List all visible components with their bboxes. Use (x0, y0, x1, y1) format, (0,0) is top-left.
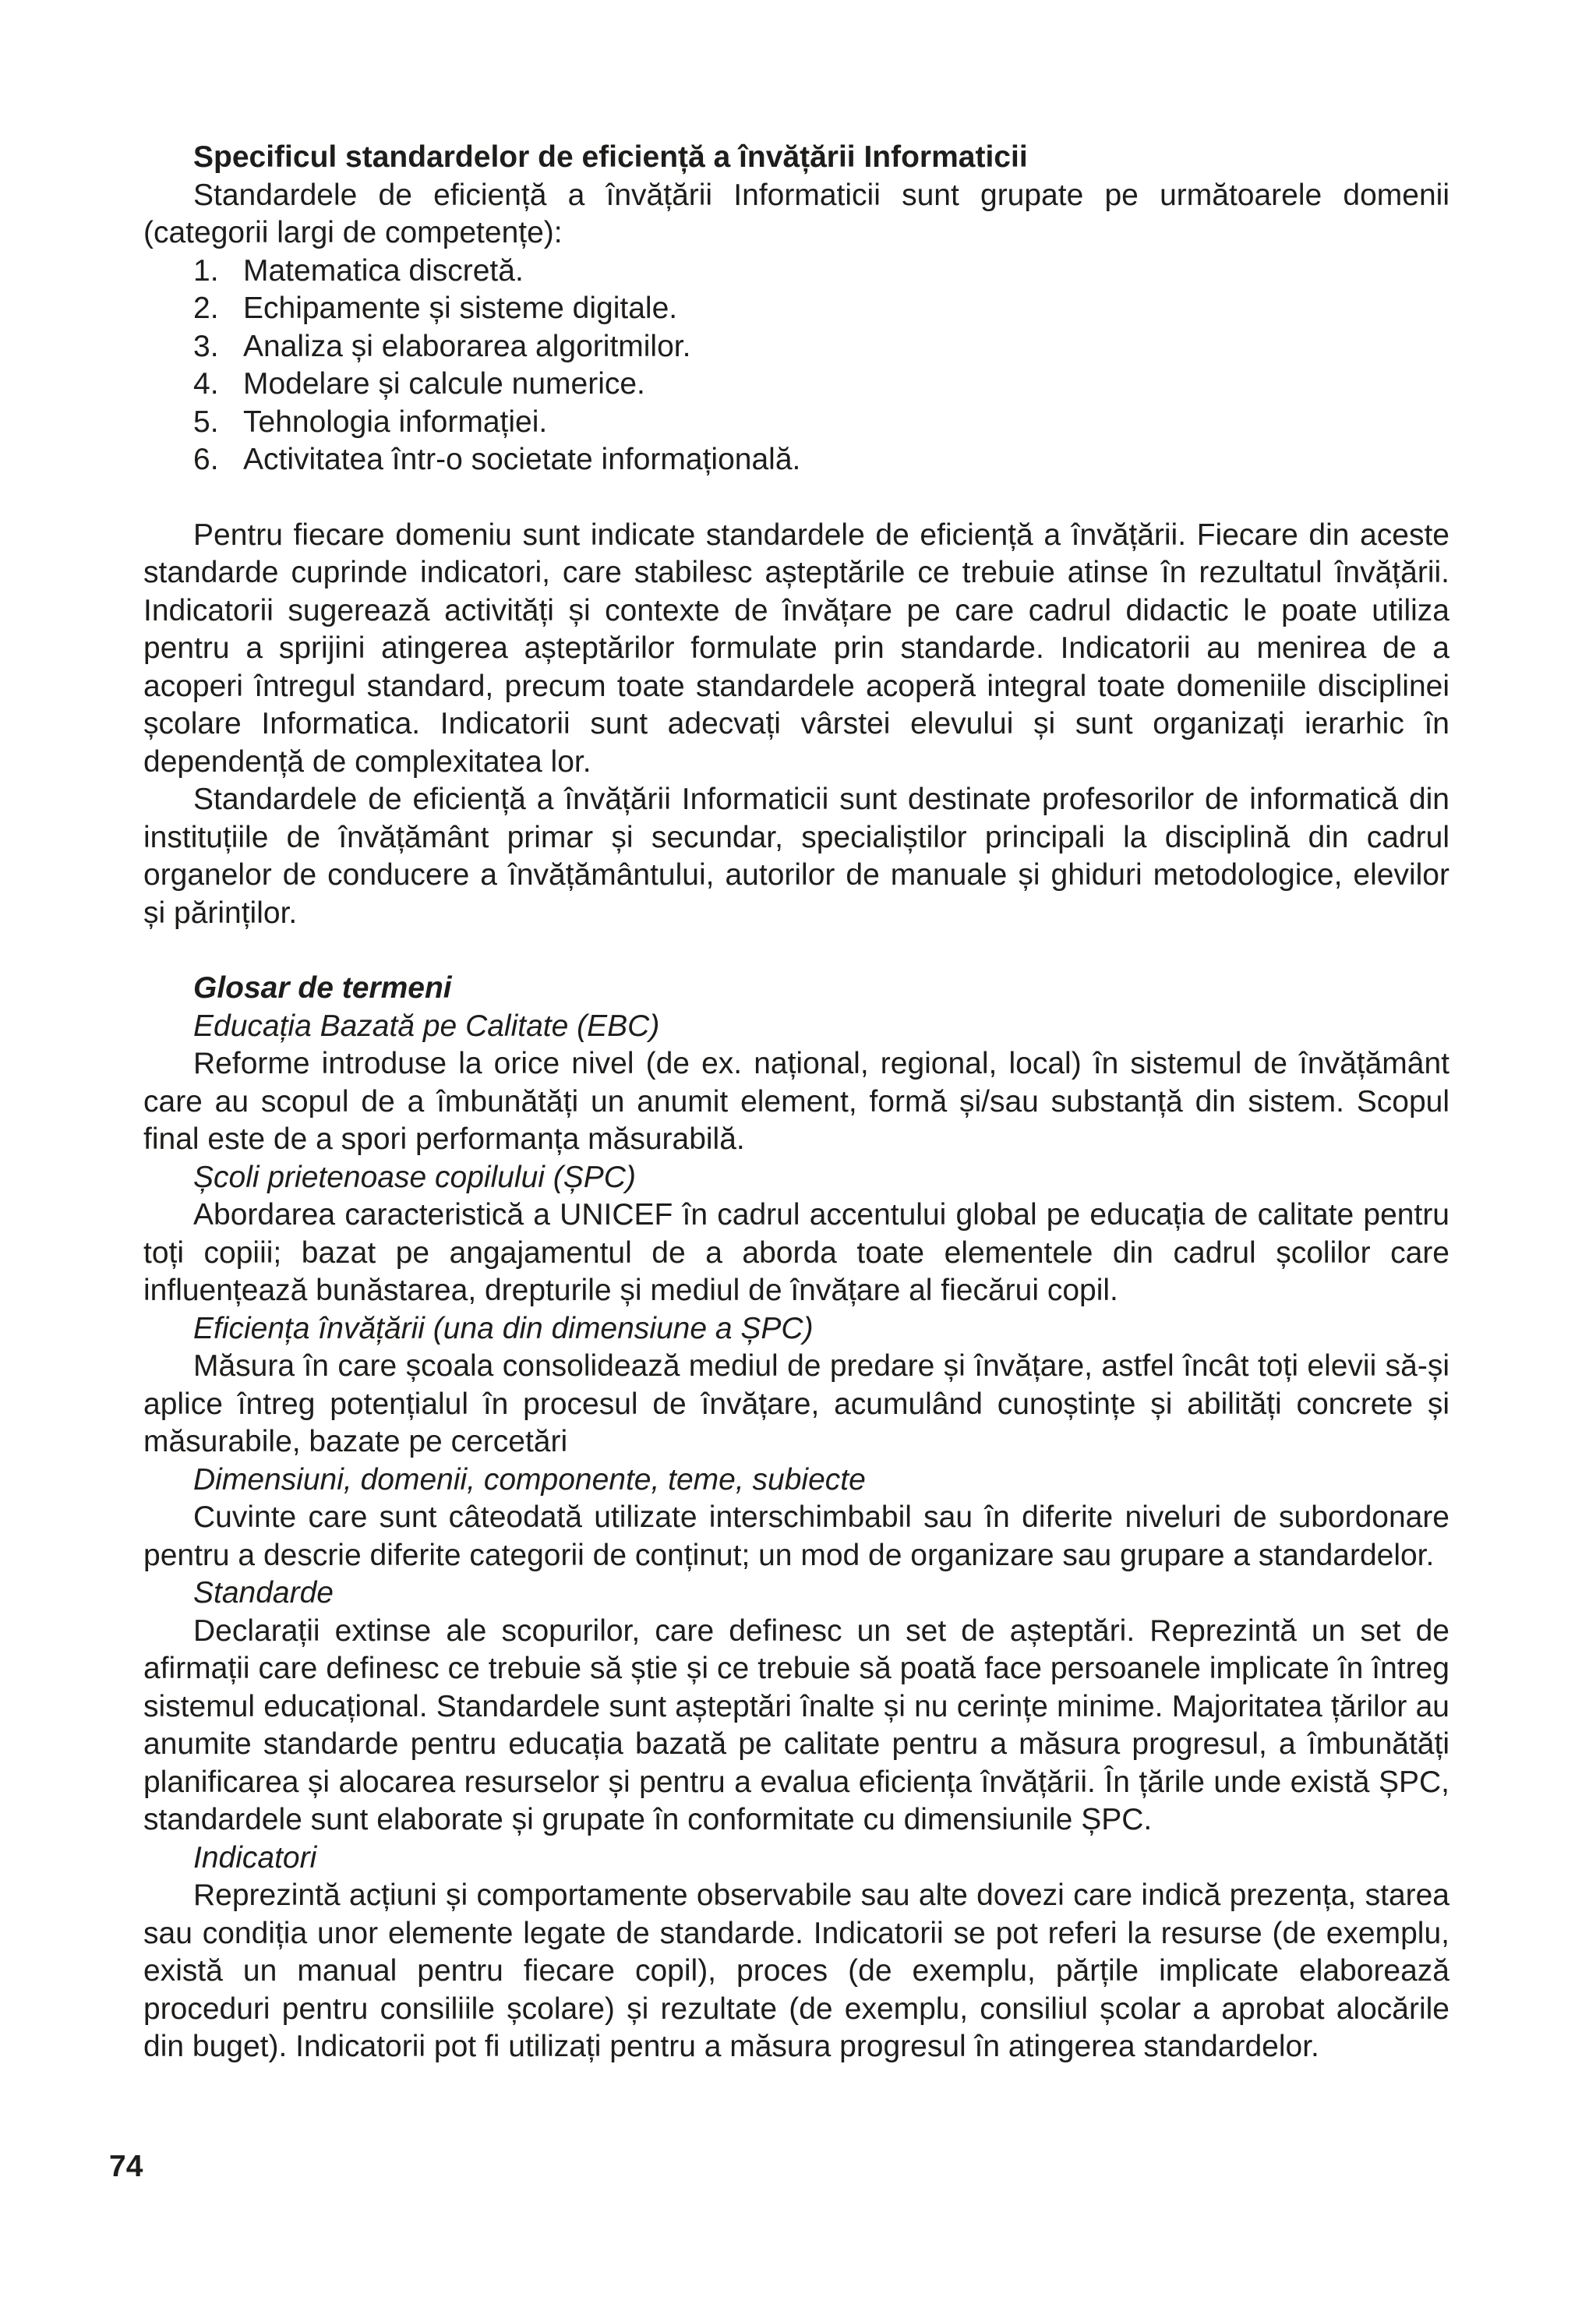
glossary-definition: Reforme introduse la orice nivel (de ex. național, regional, local) în sistemul de învățământ care au scopul de a îmbunătăți un anumit element, formă și/sau substanță din sistem. Scopul final este de a spori performanța măsurabilă. (143, 1047, 1449, 1156)
list-item-number: 3. (193, 329, 219, 363)
glossary-definition: Cuvinte care sunt câteodată utilizate interschimbabil sau în diferite niveluri de subordonare pentru a descrie diferite categorii de conținut; un mod de organizare sau grupare a standardelor. (143, 1500, 1449, 1572)
body-paragraph: Pentru fiecare domeniu sunt indicate standardele de eficiență a învățării. Fiecare din aceste standarde cuprinde indicatori, care stabilesc așteptările ce trebuie atinse în rezultatul învățării. Indicatorii sugerează activități și contexte de învățare pe care cadrul didactic le poate utiliza pentru a sprijini atingerea așteptărilor formulate prin standarde. Indicatorii au menirea de a acoperi întregul standard, precum toate standardele acoperă integral toate domeniile disciplinei școlare Informatica. Indicatorii sunt adecvați vârstei elevului și sunt organizați ierarhic în dependență de complexitatea lor. (143, 518, 1449, 779)
list-item-text: Modelare și calcule numerice. (243, 367, 645, 401)
page-number: 74 (109, 2150, 143, 2183)
domain-list (143, 253, 1449, 479)
list-item-text: Activitatea într-o societate informațională. (243, 443, 801, 476)
list-item-text: Matematica discretă. (243, 253, 524, 288)
body-paragraph: Standardele de eficiență a învățării Informaticii sunt destinate profesorilor de informatică din instituțiile de învățământ primar și secundar, specialiștilor principali la disciplină din cadrul organelor de conducere a învățământului, autorilor de manuale și ghiduri metodologice, elevilor și părinților. (143, 783, 1449, 930)
list-item-number: 4. (193, 367, 219, 401)
list-item-number: 1. (193, 253, 219, 288)
list-item-text: Analiza și elaborarea algoritmilor. (243, 329, 691, 363)
glossary-term: Eficiența învățării (una din dimensiune a ȘPC) (193, 1311, 814, 1345)
list-item-number: 2. (193, 292, 219, 325)
glossary-term: Standarde (193, 1576, 334, 1610)
glossary-term: Indicatori (193, 1840, 317, 1875)
list-item-text: Echipamente și sisteme digitale. (243, 292, 678, 325)
glossary-term: Educația Bazată pe Calitate (EBC) (193, 1009, 660, 1043)
intro-paragraph: Standardele de eficiență a învățării Informaticii sunt grupate pe următoarele domenii (categorii largi de competențe): (143, 178, 1449, 249)
list-item-number: 6. (193, 443, 219, 476)
spacer (143, 932, 1449, 970)
glossary-term: Școli prietenoase copilului (ȘPC) (193, 1160, 636, 1194)
list-item (193, 253, 1449, 291)
glossary-definition: Măsura în care școala consolidează mediul de predare și învățare, astfel încât toți elevii să-și aplice întreg potențialul în procesul de învățare, acumulând cunoștințe și abilități concrete și măsurabile, bazate pe cercetări (143, 1349, 1449, 1458)
glossary-definition: Reprezintă acțiuni și comportamente observabile sau alte dovezi care indică prezența, starea sau condiția unor elemente legate de standarde. Indicatorii se pot referi la resurse (de exemplu, există un manual pentru fiecare copil), proces (de exemplu, părțile implicate elaborează proceduri pentru consiliile școlare) și rezultate (de exemplu, consiliul școlar a aprobat alocările din buget). Indicatorii pot fi utilizați pentru a măsura progresul în atingerea standardelor. (143, 1878, 1449, 2063)
glossary-definition: Declarații extinse ale scopurilor, care definesc un set de așteptări. Reprezintă un set de afirmații care definesc ce trebuie să știe și ce trebuie să poată face persoanele implicate în întreg sistemul educațional. Standardele sunt așteptări înalte și nu cerințe minime. Majoritatea țărilor au anumite standarde pentru educația bazată pe calitate pentru a măsura progresul, a îmbunătăți planificarea și alocarea resurselor și pentru a evalua eficiența învățării. În țările unde există ȘPC, standardele sunt elaborate și grupate în conformitate cu dimensiunile ȘPC. (143, 1613, 1449, 1836)
glossary-definition: Abordarea caracteristică a UNICEF în cadrul accentului global pe educația de calitate pentru toți copiii; bazat pe angajamentul de a aborda toate elementele din cadrul școlilor care influențează bunăstarea, drepturile și mediul de învățare al fiecărui copil. (143, 1198, 1449, 1307)
list-item-text: Tehnologia informației. (243, 405, 548, 439)
list-item (193, 404, 1449, 442)
list-item-number: 5. (193, 405, 219, 439)
list-item (193, 328, 1449, 366)
section-title-specific: Specificul standardelor de eficiență a învățării Informaticii (193, 140, 1028, 174)
list-item (193, 366, 1449, 404)
list-item (193, 441, 1449, 479)
page-content (143, 139, 1449, 2066)
spacer (143, 479, 1449, 517)
list-item (193, 290, 1449, 328)
glossary-title: Glosar de termeni (193, 971, 452, 1005)
glossary-term: Dimensiuni, domenii, componente, teme, subiecte (193, 1462, 866, 1497)
